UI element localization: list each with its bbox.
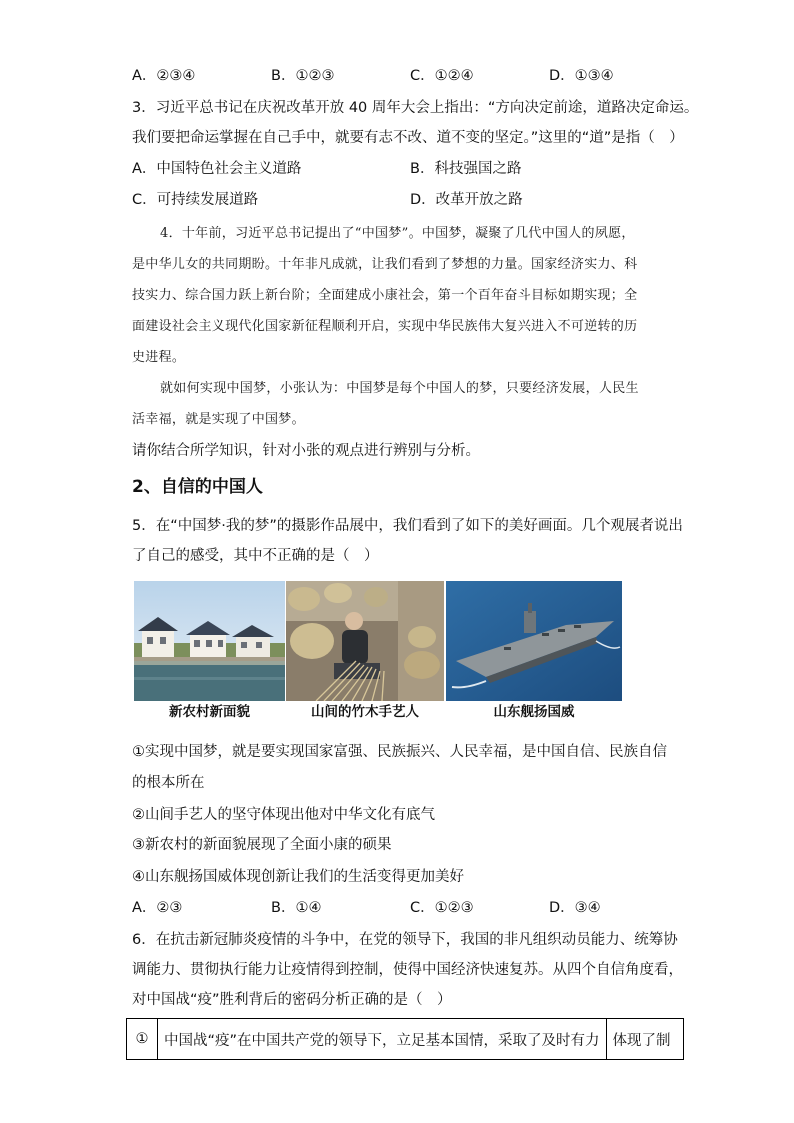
table-cell-number: ① [127,1019,158,1060]
q6-table [126,1018,684,1060]
q4-passage-line-2: 是中华儿女的共同期盼。十年非凡成就，让我们看到了梦想的力量。国家经济实力、科 [132,257,638,272]
q5-statement-1a: ①实现中国梦，就是要实现国家富强、民族振兴、人民幸福，是中国自信、民族自信 [132,744,667,760]
q5-stem-line-1: 5．在“中国梦·我的梦”的摄影作品展中，我们看到了如下的美好画面。几个观展者说出 [132,518,683,534]
q6-stem-line-2: 调能力、贯彻执行能力让疫情得到控制，使得中国经济快速复苏。从四个自信角度看， [132,962,683,978]
q5-statement-1b: 的根本所在 [132,775,205,791]
q4-view-line-1: 就如何实现中国梦，小张认为：中国梦是每个中国人的梦，只要经济发展，人民生 [160,381,639,396]
q6-stem-line-1: 6．在抗击新冠肺炎疫情的斗争中，在党的领导下，我国的非凡组织动员能力、统筹协 [132,932,678,948]
q5-option-c: C．①②③ [410,900,474,916]
caption-craftsman: 山间的竹木手艺人 [311,704,419,720]
q2-option-c: C．①②④ [410,68,474,84]
q3-option-b: B．科技强国之路 [410,161,522,177]
q5-option-a: A．②③ [132,900,183,916]
q5-option-d: D．③④ [549,900,601,916]
q5-stem-line-2: 了自己的感受，其中不正确的是（ ） [132,548,379,564]
q2-option-b: B．①②③ [271,68,335,84]
q2-option-a: A．②③④ [132,68,196,84]
q2-option-d: D．①③④ [549,68,614,84]
q6-stem-line-3: 对中国战“疫”胜利背后的密码分析正确的是（ ） [132,992,452,1008]
q5-option-b: B．①④ [271,900,322,916]
q5-statement-4: ④山东舰扬国威体现创新让我们的生活变得更加美好 [132,869,464,885]
table-cell-content: 中国战“疫”在中国共产党的领导下，立足基本国情，采取了及时有力 [158,1019,607,1060]
q4-passage-line-4: 面建设社会主义现代化国家新征程顺利开启，实现中华民族伟大复兴进入不可逆转的历 [132,319,638,334]
caption-carrier: 山东舰扬国威 [493,704,575,720]
section-heading: 2、自信的中国人 [132,477,263,497]
q5-statement-3: ③新农村的新面貌展现了全面小康的硕果 [132,837,392,853]
q4-task: 请你结合所学知识，针对小张的观点进行辨别与分析。 [132,443,480,459]
q3-option-a: A．中国特色社会主义道路 [132,161,302,177]
table-cell-result: 体现了制 [606,1019,683,1060]
q5-statement-2: ②山间手艺人的坚守体现出他对中华文化有底气 [132,807,435,823]
village-photo [134,581,285,701]
q4-view-line-2: 活幸福，就是实现了中国梦。 [132,412,305,427]
table-row [127,1019,684,1060]
q3-stem-line-1: 3．习近平总书记在庆祝改革开放 40 周年大会上指出：“方向决定前途，道路决定命运。 [132,100,699,116]
q3-option-c: C．可持续发展道路 [132,192,259,208]
q4-passage-line-1: 4．十年前，习近平总书记提出了“中国梦”。中国梦，凝聚了几代中国人的夙愿， [160,226,635,241]
q3-option-d: D．改革开放之路 [410,192,523,208]
carrier-photo [446,581,622,701]
caption-village: 新农村新面貌 [169,704,250,720]
q4-passage-line-5: 史进程。 [132,350,186,365]
q3-stem-line-2: 我们要把命运掌握在自己手中，就要有志不改、道不变的坚定。”这里的“道”是指（ ） [132,130,684,146]
craftsman-photo [286,581,444,701]
q4-passage-line-3: 技实力、综合国力跃上新台阶；全面建成小康社会，第一个百年奋斗目标如期实现；全 [132,288,638,303]
